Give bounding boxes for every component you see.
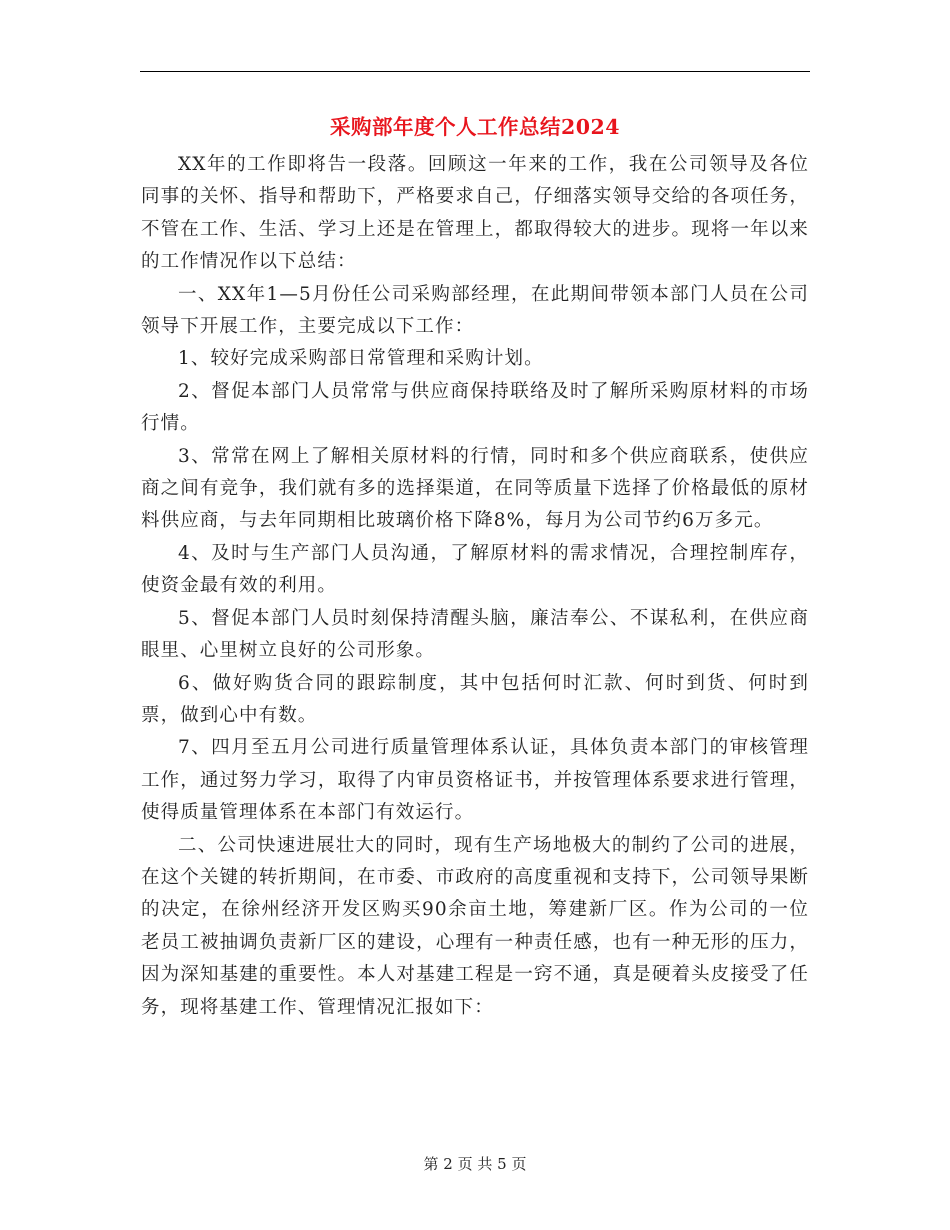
paragraph-intro: XX年的工作即将告一段落。回顾这一年来的工作，我在公司领导及各位同事的关怀、指导和帮助下，严格要求自己，仔细落实领导交给的各项任务，不管在工作、生活、学习上还是在管理上，都取得较大的进步。现将一年以来的工作情况作以下总结： bbox=[141, 154, 809, 273]
paragraph-item-4: 4、及时与生产部门人员沟通，了解原材料的需求情况，合理控制库存，使资金最有效的利用。 bbox=[141, 542, 809, 597]
paragraph-item-6: 6、做好购货合同的跟踪制度，其中包括何时汇款、何时到货、何时到票，做到心中有数。 bbox=[141, 672, 809, 726]
paragraph-item-5: 5、督促本部门人员时刻保持清醒头脑，廉洁奉公、不谋私利，在供应商眼里、心里树立良好的公司形象。 bbox=[141, 607, 809, 662]
paragraph-item-2: 2、督促本部门人员常常与供应商保持联络及时了解所采购原材料的市场行情。 bbox=[141, 380, 809, 435]
paragraph-section-two: 二、公司快速进展壮大的同时，现有生产场地极大的制约了公司的进展，在这个关键的转折期间，在市委、市政府的高度重视和支持下，公司领导果断的决定，在徐州经济开发区购买90余亩土地，筹建新厂区。作为公司的一位老员工被抽调负责新厂区的建设，心理有一种责任感，也有一种无形的压力，因为深知基建的重要性。本人对基建工程是一窍不通，真是硬着头皮接受了任务，现将基建工作、管理情况汇报如下： bbox=[141, 834, 809, 1018]
page-number-footer: 第 2 页 共 5 页 bbox=[423, 1155, 527, 1173]
paragraph-item-3: 3、常常在网上了解相关原材料的行情，同时和多个供应商联系，使供应商之间有竞争，我们就有多的选择渠道，在同等质量下选择了价格最低的原材料供应商，与去年同期相比玻璃价格下降8%，每月为公司节约6万多元。 bbox=[141, 445, 809, 532]
paragraph-item-7: 7、四月至五月公司进行质量管理体系认证，具体负责本部门的审核管理工作，通过努力学习，取得了内审员资格证书，并按管理体系要求进行管理，使得质量管理体系在本部门有效运行。 bbox=[141, 737, 809, 824]
header-rule bbox=[140, 71, 810, 72]
document-title: 采购部年度个人工作总结2024 bbox=[329, 115, 621, 139]
document-body bbox=[141, 149, 809, 1024]
paragraph-item-1: 1、较好完成采购部日常管理和采购计划。 bbox=[178, 348, 544, 370]
paragraph-section-one: 一、XX年1—5月份任公司采购部经理，在此期间带领本部门人员在公司领导下开展工作，主要完成以下工作： bbox=[141, 283, 809, 338]
